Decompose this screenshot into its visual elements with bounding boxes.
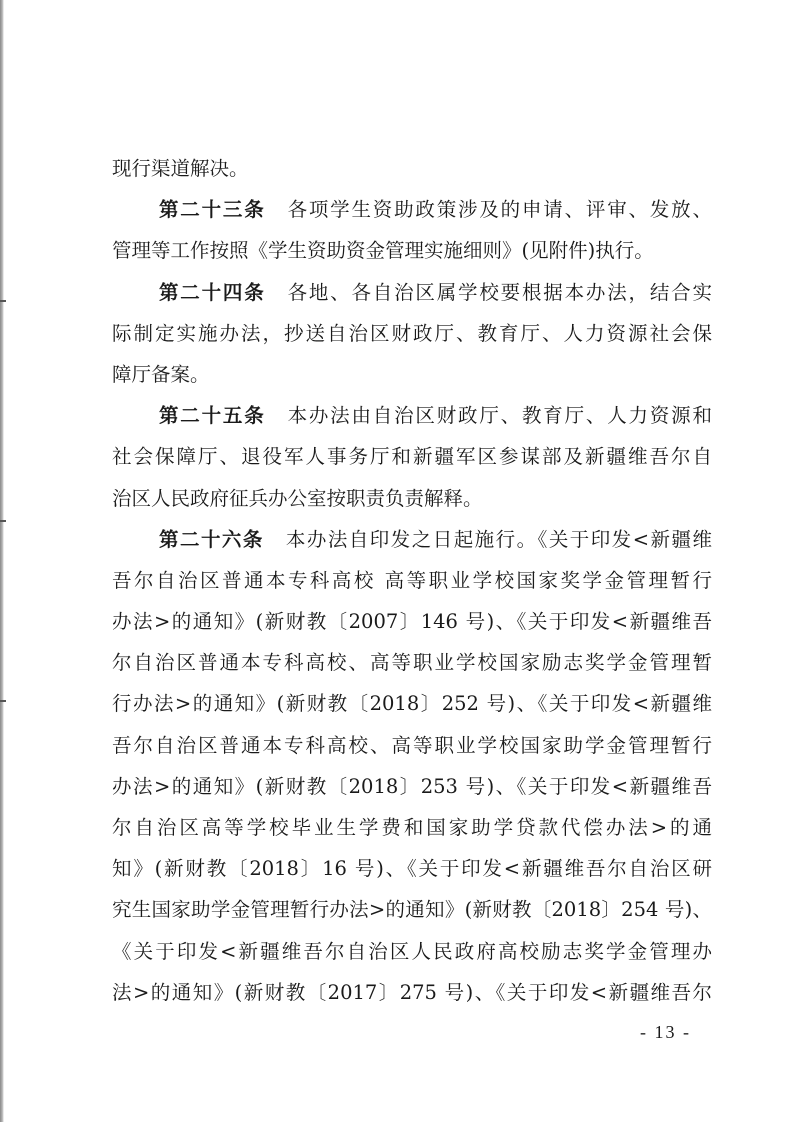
line-text: 究生国家助学金管理暂行办法>的通知》(新财教〔2018〕254 号)、 [112,898,712,922]
line-text: 现行渠道解决。 [112,157,249,180]
text-line [112,478,712,519]
article-heading: 第二十六条 [159,527,264,551]
article-line [112,395,712,436]
text-line [112,230,712,271]
scan-mark [0,300,6,302]
article-line [112,189,712,230]
line-text: 各地、各自治区属学校要根据本办法，结合实 [287,280,712,304]
document-body [112,148,712,1013]
text-line [112,766,712,807]
article-heading: 第二十三条 [159,198,266,222]
line-text: 治区人民政府征兵办公室按职责负责解释。 [112,486,483,510]
article-line [112,272,712,313]
line-text: 知》(新财教〔2018〕16 号)、《关于印发<新疆维吾尔自治区研 [112,857,712,881]
page-number: - 13 - [640,1022,691,1042]
text-line [112,560,712,601]
text-line [112,683,712,724]
text-line [112,313,712,354]
line-text: 各项学生资助政策涉及的申请、评审、发放、 [287,198,712,222]
article-heading: 第二十四条 [159,280,266,304]
text-line [112,972,712,1013]
line-text: 管理等工作按照《学生资助资金管理实施细则》(见附件)执行。 [112,239,654,263]
scan-mark [0,520,6,522]
line-text: 法>的通知》(新财教〔2017〕275 号)、《关于印发<新疆维吾尔 [112,980,712,1004]
text-line [112,931,712,972]
article-line [112,519,712,560]
line-text: 办法>的通知》(新财教〔2018〕253 号)、《关于印发<新疆维吾 [112,774,712,798]
text-line [112,354,712,395]
text-line [112,848,712,889]
line-text: 本办法自印发之日起施行。《关于印发<新疆维 [285,527,712,551]
line-text: 《关于印发<新疆维吾尔自治区人民政府高校励志奖学金管理办 [112,939,712,963]
line-text: 障厅备案。 [112,362,210,386]
line-text: 吾尔自治区普通本专科高校、高等职业学校国家助学金管理暂行 [112,733,712,757]
line-text: 本办法由自治区财政厅、教育厅、人力资源和 [287,404,712,428]
text-line [112,601,712,642]
line-text: 际制定实施办法，抄送自治区财政厅、教育厅、人力资源社会保 [112,321,712,345]
line-text: 尔自治区高等学校毕业生学费和国家助学贷款代偿办法>的通 [112,816,712,839]
text-line [112,642,712,683]
text-line [112,725,712,766]
line-text: 办法>的通知》(新财教〔2007〕146 号)、《关于印发<新疆维吾 [112,610,712,634]
text-line [112,148,712,189]
line-text: 社会保障厅、退役军人事务厅和新疆军区参谋部及新疆维吾尔自 [112,445,712,469]
line-text: 尔自治区普通本专科高校、高等职业学校国家励志奖学金管理暂 [112,651,712,675]
text-line [112,436,712,477]
article-heading: 第二十五条 [159,404,266,428]
text-line [112,807,712,848]
scan-mark [0,700,6,702]
line-text: 吾尔自治区普通本专科高校 高等职业学校国家奖学金管理暂行 [112,568,712,592]
scan-shadow-edge [0,0,4,1122]
line-text: 行办法>的通知》(新财教〔2018〕252 号)、《关于印发<新疆维 [112,692,712,716]
text-line [112,889,712,930]
